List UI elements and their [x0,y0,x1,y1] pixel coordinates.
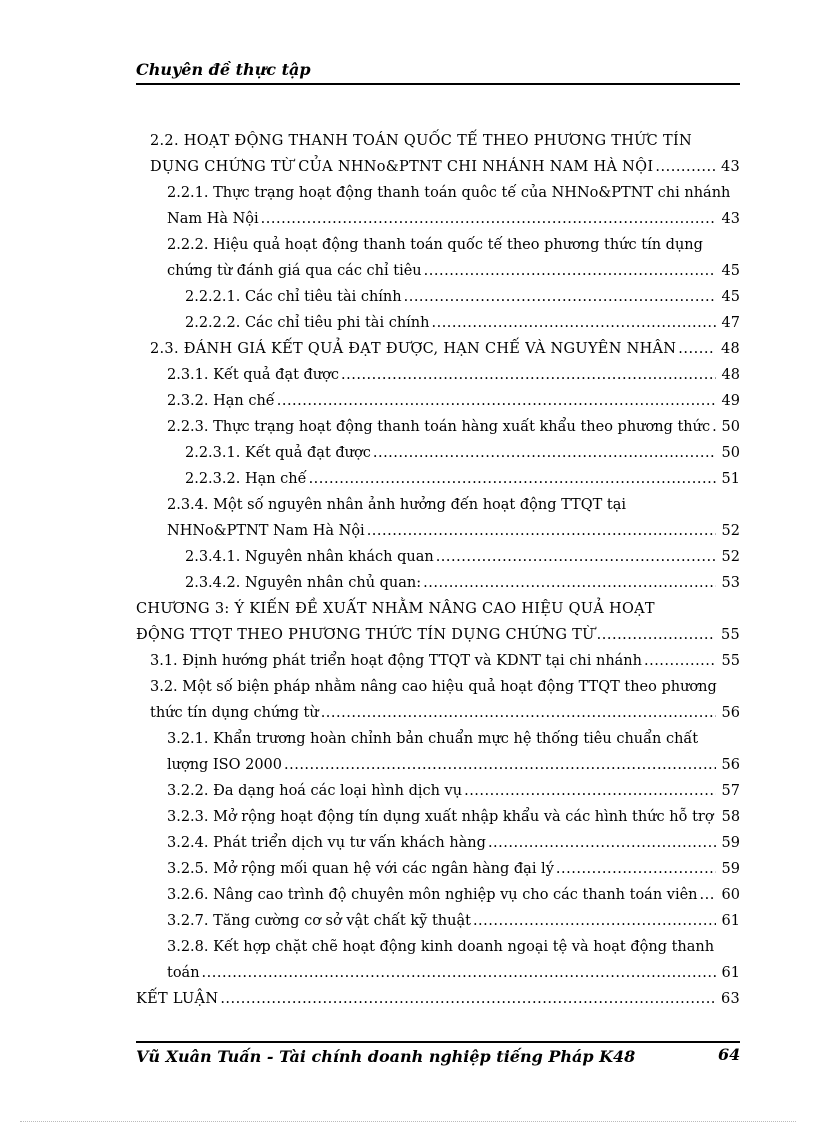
toc-entry-2-2-2-2[interactable] [185,315,740,331]
toc-page-number: 60 [721,887,740,903]
toc-entry-2-2[interactable] [150,159,740,175]
toc-entry-text: thức tín dụng chứng từ [150,705,319,721]
toc-entry-2-2-3[interactable] [167,419,740,435]
toc-entry-text: 2.3.4.1. Nguyên nhân khách quan [185,549,434,565]
toc-entry-text: lượng ISO 2000 [167,757,282,773]
toc-entry-2-2-1[interactable] [167,211,740,227]
toc-entry-2-2-2-1[interactable] [185,289,740,305]
toc-entry-text: 3.1. Định hướng phát triển hoạt động TTQT và KDNT tại chi nhánh [150,653,642,669]
toc-entry-text: 2.2.3.2. Hạn chế [185,471,307,487]
leader-dots [261,211,716,227]
toc-entry-text: KẾT LUẬN [136,991,219,1007]
leader-dots [431,315,715,331]
toc-entry-chapter-3-line1[interactable]: CHƯƠNG 3: Ý KIẾN ĐỀ XUẤT NHẰM NÂNG CAO HIỆU QUẢ HOẠT [136,601,655,617]
toc-entry-2-2-2-line1[interactable]: 2.2.2. Hiệu quả hoạt động thanh toán quốc tế theo phương thức tín dụng [167,237,703,253]
toc-entry-3-2-3[interactable] [167,809,740,825]
leader-dots [424,263,716,279]
toc-page-number: 43 [721,211,740,227]
toc-page-number: 51 [721,471,740,487]
toc-page-number: 48 [721,367,740,383]
toc-page-number: 52 [721,549,740,565]
leader-dots [644,653,716,669]
toc-entry-2-3[interactable] [150,341,740,357]
toc-entry-text: 2.3.4.2. Nguyên nhân chủ quan: [185,575,422,591]
toc-page-number: 55 [720,627,740,643]
toc-entry-3-1[interactable] [150,653,740,669]
leader-dots [678,341,715,357]
leader-dots [202,965,716,981]
leader-dots [220,991,715,1007]
toc-entry-2-2-3-2[interactable] [185,471,740,487]
toc-entry-3-2-8[interactable] [167,965,740,981]
toc-page-number: 61 [721,965,740,981]
toc-page-number: 63 [720,991,740,1007]
toc-page-number: 50 [721,445,740,461]
toc-entry-3-2-6[interactable] [167,887,740,903]
toc-page-number: 53 [721,575,740,591]
toc-entry-text: chứng từ đánh giá qua các chỉ tiêu [167,263,422,279]
toc-entry-text: 2.2.3. Thực trạng hoạt động thanh toán hàng xuất khẩu theo phương thức [167,419,711,435]
leader-dots [423,575,715,591]
toc-entry-text: 2.2.2.2. Các chỉ tiêu phi tài chính [185,315,430,331]
toc-page-number: 50 [721,419,740,435]
toc-entry-3-2-1[interactable] [167,757,740,773]
toc-entry-text: Nam Hà Nội [167,211,259,227]
leader-dots [464,783,715,799]
toc-entry-2-2-line1[interactable]: 2.2. HOẠT ĐỘNG THANH TOÁN QUỐC TẾ THEO PHƯƠNG THỨC TÍN [150,133,692,149]
toc-page-number: 58 [721,809,741,825]
toc-entry-2-2-2[interactable] [167,263,740,279]
toc-entry-text: 2.2.3.1. Kết quả đạt được [185,445,371,461]
toc-entry-2-3-1[interactable] [167,367,740,383]
leader-dots [655,159,715,175]
toc-entry-text: 2.3. ĐÁNH GIÁ KẾT QUẢ ĐẠT ĐƯỢC, HẠN CHẾ VÀ NGUYÊN NHÂN [150,341,677,357]
toc-entry-text: 3.2.4. Phát triển dịch vụ tư vấn khách hàng [167,835,486,851]
toc-page-number: 55 [721,653,740,669]
page-edge-dotted-line [20,1121,796,1122]
toc-entry-text: 3.2.2. Đa dạng hoá các loại hình dịch vụ [167,783,463,799]
toc-entry-3-2-5[interactable] [167,861,740,877]
toc-page-number: 56 [721,705,740,721]
toc-entry-chapter-3[interactable] [136,627,740,643]
toc-entry-3-2-line1[interactable]: 3.2. Một số biện pháp nhằm nâng cao hiệu quả hoạt động TTQT theo phương [150,679,717,695]
toc-entry-2-3-4[interactable] [167,523,740,539]
toc-entry-3-2-7[interactable] [167,913,740,929]
footer-rule [136,1041,740,1043]
toc-page-number: 43 [720,159,740,175]
leader-dots [473,913,716,929]
leader-dots [436,549,716,565]
toc-entry-3-2-4[interactable] [167,835,740,851]
toc-entry-2-2-1-line1[interactable]: 2.2.1. Thực trạng hoạt động thanh toán quôc tế của NHNo&PTNT chi nhánh [167,185,731,201]
toc-entry-text: NHNo&PTNT Nam Hà Nội [167,523,365,539]
toc-entry-text: 2.3.2. Hạn chế [167,393,275,409]
footer-page-number: 64 [718,1045,741,1064]
toc-entry-text: 3.2.6. Nâng cao trình độ chuyên môn nghiệp vụ cho các thanh toán viên [167,887,698,903]
toc-entry-3-2-1-line1[interactable]: 3.2.1. Khẩn trương hoàn chỉnh bản chuẩn mực hệ thống tiêu chuẩn chất [167,731,699,747]
leader-dots [700,887,716,903]
toc-page-number: 56 [721,757,740,773]
leader-dots [373,445,716,461]
leader-dots [309,471,716,487]
toc-entry-ket-luan[interactable] [136,991,740,1007]
leader-dots [277,393,716,409]
leader-dots [284,757,716,773]
leader-dots [488,835,716,851]
toc-entry-3-2-8-line1[interactable]: 3.2.8. Kết hợp chặt chẽ hoạt động kinh doanh ngoại tệ và hoạt động thanh [167,939,715,955]
toc-entry-text: ĐỘNG TTQT THEO PHƯƠNG THỨC TÍN DỤNG CHỨNG TỪ [136,627,595,643]
leader-dots [404,289,716,305]
toc-entry-2-3-2[interactable] [167,393,740,409]
toc-page-number: 59 [721,835,740,851]
toc-entry-text: DỤNG CHỨNG TỪ CỦA NHNo&PTNT CHI NHÁNH NAM HÀ NỘI [150,159,654,175]
toc-page-number: 57 [721,783,740,799]
toc-page-number: 45 [721,289,740,305]
toc-entry-text: 3.2.5. Mở rộng mối quan hệ với các ngân hàng đại lý [167,861,554,877]
toc-entry-text: 3.2.7. Tăng cường cơ sở vật chất kỹ thuật [167,913,471,929]
toc-page-number: 49 [721,393,740,409]
toc-page-number: 45 [721,263,740,279]
leader-dots [712,419,715,435]
toc-page-number: 48 [720,341,740,357]
toc-entry-text: 2.3.1. Kết quả đạt được [167,367,340,383]
toc-page-number: 52 [721,523,740,539]
page-header-title: Chuyên đề thực tập [136,60,311,79]
toc-entry-2-3-4-1[interactable] [185,549,740,565]
toc-entry-2-3-4-2[interactable] [185,575,740,591]
toc-entry-text: toán [167,965,200,981]
toc-entry-2-3-4-line1[interactable]: 2.3.4. Một số nguyên nhân ảnh hưởng đến hoạt động TTQT tại [167,497,626,513]
footer-author: Vũ Xuân Tuấn - Tài chính doanh nghiệp tiếng Pháp K48 [136,1047,636,1066]
leader-dots [556,861,716,877]
toc-page-number: 47 [721,315,740,331]
leader-dots [367,523,716,539]
toc-page-number: 61 [721,913,740,929]
toc-entry-text: 2.2.2.1. Các chỉ tiêu tài chính [185,289,402,305]
toc-page-number: 59 [721,861,740,877]
toc-entry-3-2-2[interactable] [167,783,740,799]
leader-dots [321,705,716,721]
toc-entry-3-2[interactable] [150,705,740,721]
toc-entry-text: 3.2.3. Mở rộng hoạt động tín dụng xuất nhập khẩu và các hình thức hỗ trợ [167,809,714,825]
leader-dots [597,627,715,643]
toc-entry-2-2-3-1[interactable] [185,445,740,461]
leader-dots [341,367,716,383]
